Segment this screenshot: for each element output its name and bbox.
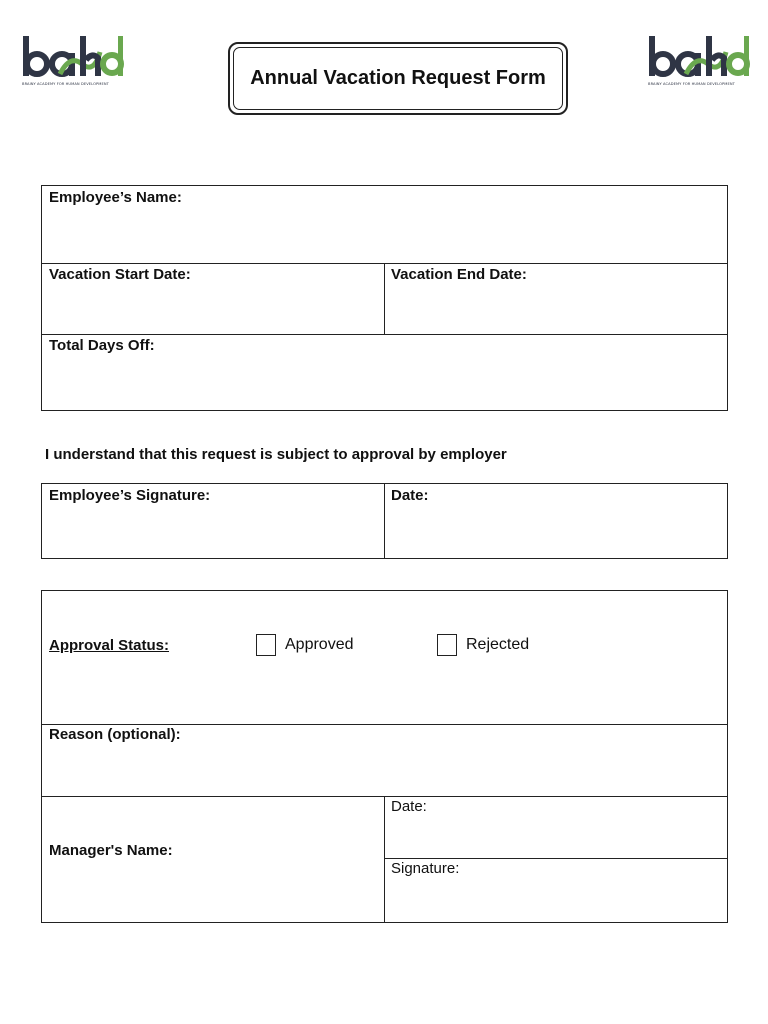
total-days-off-label: Total Days Off:: [49, 337, 155, 354]
logo-caption: BRAINY ACADEMY FOR HUMAN DEVELOPMENT: [648, 82, 735, 86]
employee-date-label: Date:: [391, 487, 429, 504]
acknowledgement-text: I understand that this request is subject to approval by employer: [45, 446, 507, 463]
rejected-label: Rejected: [466, 636, 530, 653]
form-title: Annual Vacation Request Form: [250, 67, 546, 89]
approval-status-row: [42, 591, 727, 724]
employee-signature-table: [41, 483, 728, 559]
employee-signature-field[interactable]: [42, 484, 384, 558]
vacation-start-date-label: Vacation Start Date:: [49, 266, 191, 283]
employee-date-field[interactable]: [384, 484, 727, 558]
form-title-box: [228, 42, 568, 115]
manager-signature-label: Signature:: [391, 860, 460, 877]
approved-label: Approved: [285, 636, 354, 653]
total-days-off-field[interactable]: [42, 334, 727, 410]
company-logo-right: [646, 34, 750, 90]
manager-signature-field[interactable]: [384, 858, 727, 922]
approval-status-label: Approval Status:: [49, 637, 170, 654]
employee-name-label: Employee’s Name:: [49, 189, 182, 206]
manager-name-field[interactable]: [42, 796, 384, 922]
approval-table: [41, 590, 728, 923]
logo-caption: BRAINY ACADEMY FOR HUMAN DEVELOPMENT: [22, 82, 109, 86]
approved-checkbox[interactable]: [256, 634, 276, 656]
employee-signature-label: Employee’s Signature:: [49, 487, 211, 504]
employee-info-table: [41, 185, 728, 411]
vacation-end-date-field[interactable]: [384, 263, 727, 334]
manager-name-label: Manager's Name:: [49, 842, 173, 859]
employee-name-field[interactable]: [42, 186, 727, 263]
rejected-checkbox[interactable]: [437, 634, 457, 656]
manager-date-label: Date:: [391, 798, 427, 815]
vacation-start-date-field[interactable]: [42, 263, 384, 334]
vacation-end-date-label: Vacation End Date:: [391, 266, 527, 283]
manager-date-field[interactable]: [384, 796, 727, 858]
reason-field[interactable]: [42, 724, 727, 796]
company-logo-left: [20, 34, 124, 90]
reason-label: Reason (optional):: [49, 726, 181, 743]
